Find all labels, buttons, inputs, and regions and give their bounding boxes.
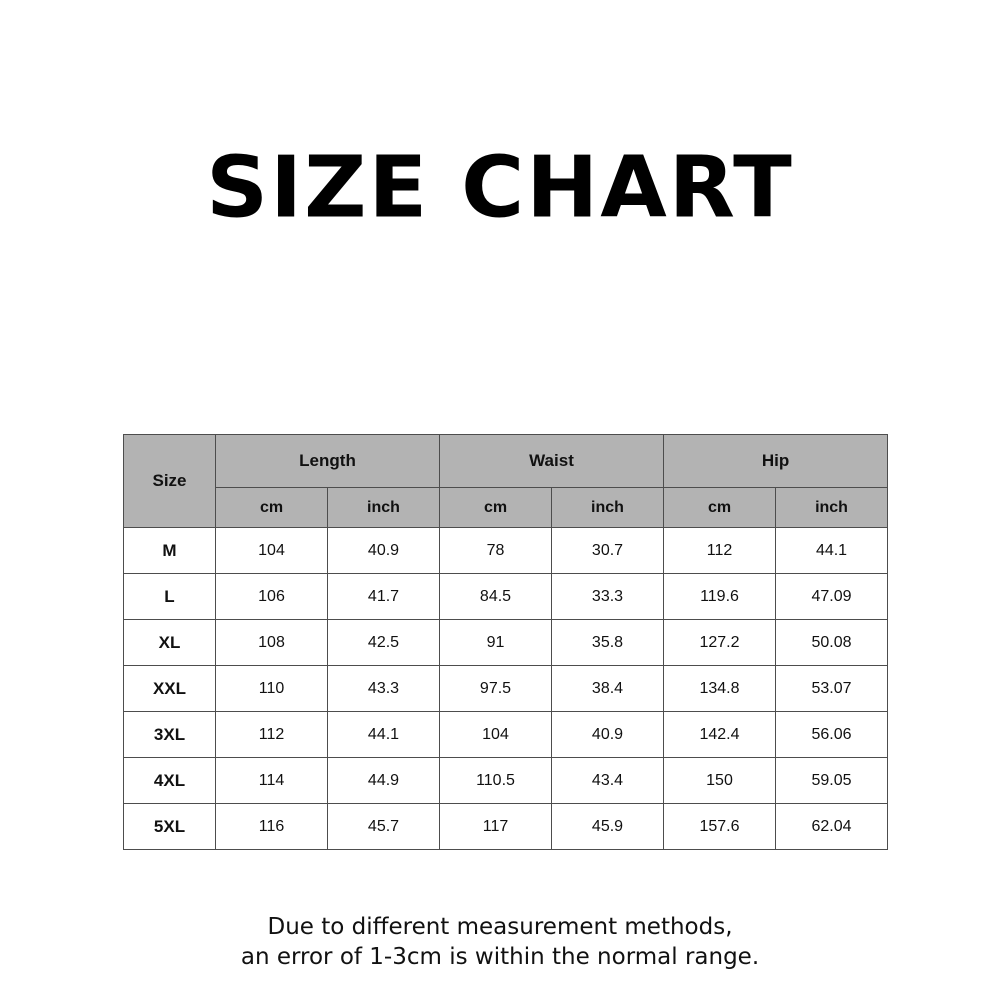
header-group-row	[124, 435, 888, 488]
table-header	[124, 435, 888, 528]
waist-cm-cell: 84.5	[440, 574, 552, 620]
waist-inch-header: inch	[552, 488, 664, 528]
length-inch-cell: 41.7	[328, 574, 440, 620]
length-cm-cell: 112	[216, 712, 328, 758]
hip-cm-cell: 157.6	[664, 804, 776, 850]
hip-group-header: Hip	[664, 435, 888, 488]
length-cm-cell: 106	[216, 574, 328, 620]
hip-cm-cell: 134.8	[664, 666, 776, 712]
hip-inch-cell: 53.07	[776, 666, 888, 712]
hip-cm-header: cm	[664, 488, 776, 528]
waist-cm-cell: 110.5	[440, 758, 552, 804]
waist-inch-cell: 35.8	[552, 620, 664, 666]
length-cm-cell: 110	[216, 666, 328, 712]
waist-inch-cell: 33.3	[552, 574, 664, 620]
hip-inch-cell: 47.09	[776, 574, 888, 620]
hip-inch-cell: 50.08	[776, 620, 888, 666]
waist-cm-cell: 97.5	[440, 666, 552, 712]
table-row	[124, 758, 888, 804]
size-chart-table	[123, 434, 888, 850]
length-inch-cell: 42.5	[328, 620, 440, 666]
waist-cm-cell: 104	[440, 712, 552, 758]
length-cm-cell: 116	[216, 804, 328, 850]
hip-cm-cell: 142.4	[664, 712, 776, 758]
hip-cm-cell: 112	[664, 528, 776, 574]
size-cell: L	[124, 574, 216, 620]
table-row	[124, 804, 888, 850]
length-cm-cell: 104	[216, 528, 328, 574]
length-inch-cell: 40.9	[328, 528, 440, 574]
hip-inch-cell: 56.06	[776, 712, 888, 758]
hip-inch-cell: 59.05	[776, 758, 888, 804]
table-body	[124, 528, 888, 850]
length-inch-cell: 44.1	[328, 712, 440, 758]
waist-inch-cell: 38.4	[552, 666, 664, 712]
length-cm-header: cm	[216, 488, 328, 528]
table-row	[124, 620, 888, 666]
length-cm-cell: 108	[216, 620, 328, 666]
size-column-header: Size	[124, 435, 216, 528]
size-cell: XL	[124, 620, 216, 666]
page-title: SIZE CHART	[206, 139, 794, 237]
waist-inch-cell: 30.7	[552, 528, 664, 574]
note-line-1: Due to different measurement methods,	[267, 914, 733, 940]
hip-inch-header: inch	[776, 488, 888, 528]
hip-inch-cell: 62.04	[776, 804, 888, 850]
waist-inch-cell: 40.9	[552, 712, 664, 758]
length-inch-cell: 45.7	[328, 804, 440, 850]
table-row	[124, 712, 888, 758]
size-cell: 4XL	[124, 758, 216, 804]
size-cell: 3XL	[124, 712, 216, 758]
hip-inch-cell: 44.1	[776, 528, 888, 574]
size-cell: 5XL	[124, 804, 216, 850]
length-cm-cell: 114	[216, 758, 328, 804]
hip-cm-cell: 127.2	[664, 620, 776, 666]
hip-cm-cell: 119.6	[664, 574, 776, 620]
length-group-header: Length	[216, 435, 440, 488]
length-inch-header: inch	[328, 488, 440, 528]
measurement-note	[0, 912, 1000, 972]
length-inch-cell: 44.9	[328, 758, 440, 804]
hip-cm-cell: 150	[664, 758, 776, 804]
waist-cm-header: cm	[440, 488, 552, 528]
note-line-2: an error of 1-3cm is within the normal range.	[240, 944, 760, 970]
waist-group-header: Waist	[440, 435, 664, 488]
waist-inch-cell: 43.4	[552, 758, 664, 804]
table-row	[124, 574, 888, 620]
table-row	[124, 666, 888, 712]
size-cell: M	[124, 528, 216, 574]
waist-cm-cell: 78	[440, 528, 552, 574]
waist-inch-cell: 45.9	[552, 804, 664, 850]
length-inch-cell: 43.3	[328, 666, 440, 712]
waist-cm-cell: 117	[440, 804, 552, 850]
size-cell: XXL	[124, 666, 216, 712]
waist-cm-cell: 91	[440, 620, 552, 666]
table-row	[124, 528, 888, 574]
header-unit-row	[124, 488, 888, 528]
